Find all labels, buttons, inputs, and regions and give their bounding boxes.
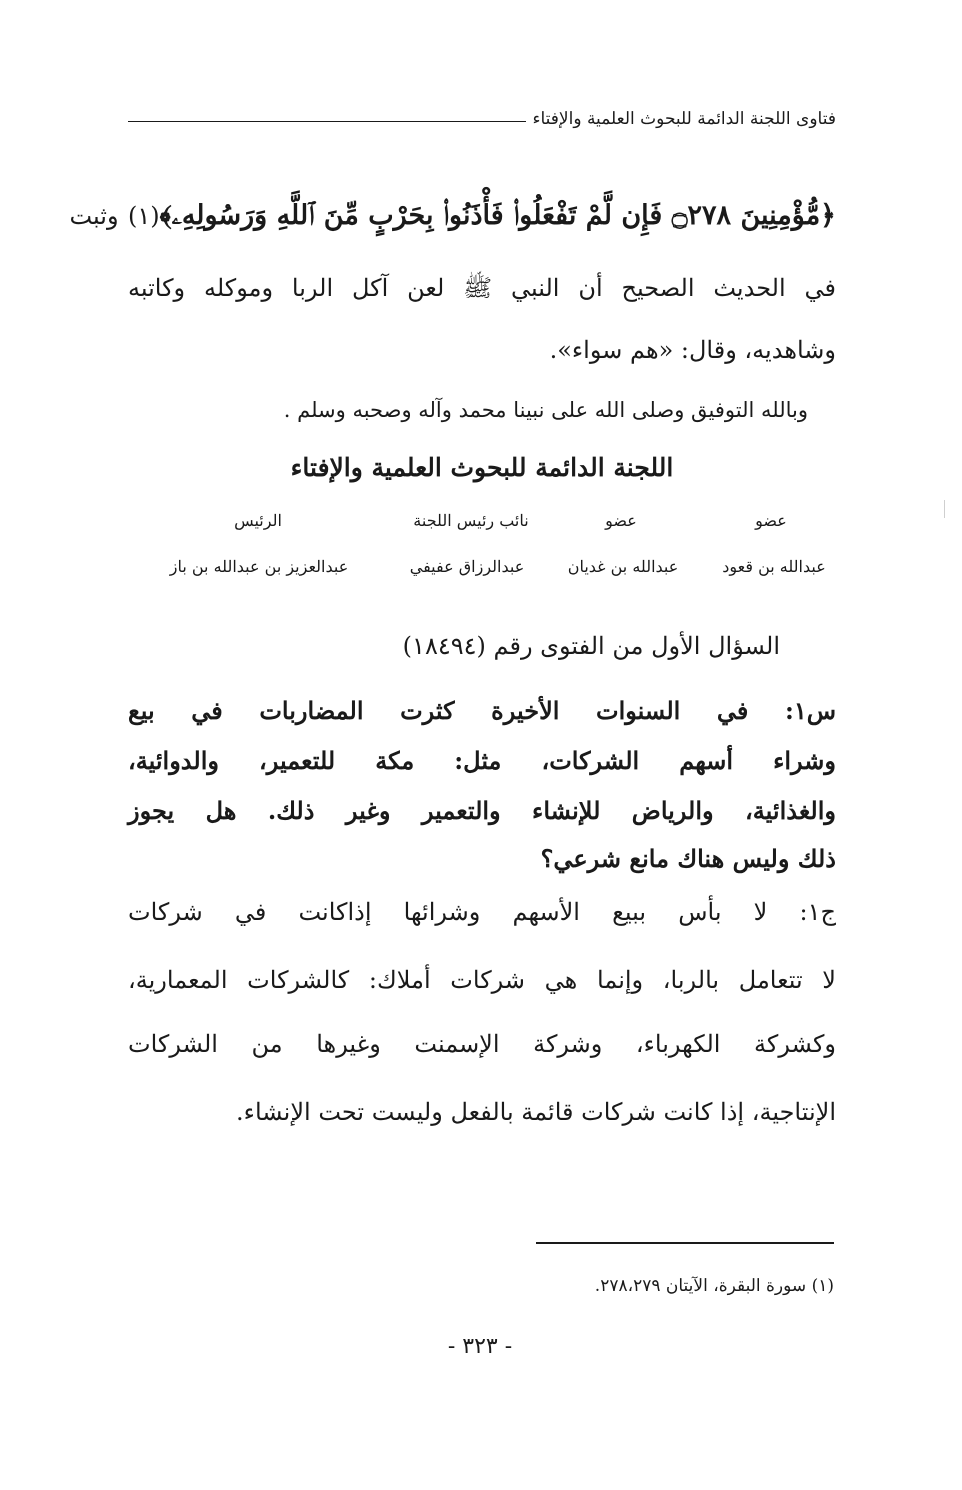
footnote-reference: (١) <box>127 202 160 230</box>
signatory-name: عبدالعزيز بن عبدالله بن باز <box>169 557 349 576</box>
running-header-title: فتاوى اللجنة الدائمة للبحوث العلمية والإفتاء <box>532 109 836 129</box>
page-number: - ٣٢٣ - <box>447 1334 513 1359</box>
committee-title: اللجنة الدائمة للبحوث العلمية والإفتاء <box>290 453 674 482</box>
signatory-name: عبدالله بن قعود <box>722 557 826 576</box>
signatory-name: عبدالله بن غديان <box>567 557 679 576</box>
signatory-role: نائب رئيس اللجنة <box>413 511 529 530</box>
answer-line-4: الإنتاجية، إذا كانت شركات قائمة بالفعل وليست تحت الإنشاء. <box>236 1098 836 1126</box>
footnote: (١) سورة البقرة، الآيتان ٢٧٨،٢٧٩. <box>594 1276 834 1296</box>
signatory-name: عبدالرزاق عفيفي <box>409 557 525 576</box>
body-line-1: في الحديث الصحيح أن النبي ﷺ لعن آكل الربا وموكله وكاتبه <box>128 274 836 302</box>
fatwa-heading: السؤال الأول من الفتوى رقم (١٨٤٩٤) <box>402 632 780 660</box>
signatory-role: الرئيس <box>234 511 282 530</box>
answer-line-3: وكشركة الكهرباء، وشركة الإسمنت وغيرها من الشركات <box>128 1030 836 1058</box>
verse-line <box>69 194 836 238</box>
question-line-1: س١: في السنوات الأخيرة كثرت المضاربات في بيع <box>128 696 836 725</box>
signatory-roles <box>150 506 836 536</box>
answer-line-1: ج١: لا بأس ببيع الأسهم وشرائها إذاكانت في شركات <box>128 898 836 926</box>
question-line-4: ذلك وليس هناك مانع شرعي؟ <box>540 844 836 873</box>
scan-artifact <box>944 500 949 518</box>
question-line-3: والغذائية، والرياض للإنشاء والتعمير وغير ذلك. هل يجوز <box>128 796 836 825</box>
question-line-2: وشراء أسهم الشركات، مثل: مكة للتعمير، والدوائية، <box>128 746 836 775</box>
footnote-rule <box>536 1242 834 1244</box>
signatory-role: عضو <box>605 511 637 530</box>
running-header <box>128 104 836 134</box>
closing-statement: وبالله التوفيق وصلى الله على نبينا محمد وآله وصحبه وسلم . <box>283 398 808 422</box>
signatory-names <box>150 552 836 582</box>
body-line-2: وشاهديه، وقال: «هم سواء». <box>549 336 836 364</box>
header-rule <box>128 121 526 122</box>
verse-continuation: وثبت <box>69 202 119 230</box>
answer-line-2: لا تتعامل بالربا، وإنما هي شركات أملاك: كالشركات المعمارية، <box>128 966 836 994</box>
quran-verse: ﴿مُّؤْمِنِينَ ۝٢٧٨ فَإِن لَّمْ تَفْعَلُوا۟ فَأْذَنُوا۟ بِحَرْبٍ مِّنَ ٱللَّهِ وَرَسُولِهِۦ﴾ <box>159 200 836 231</box>
signatory-role: عضو <box>755 511 787 530</box>
